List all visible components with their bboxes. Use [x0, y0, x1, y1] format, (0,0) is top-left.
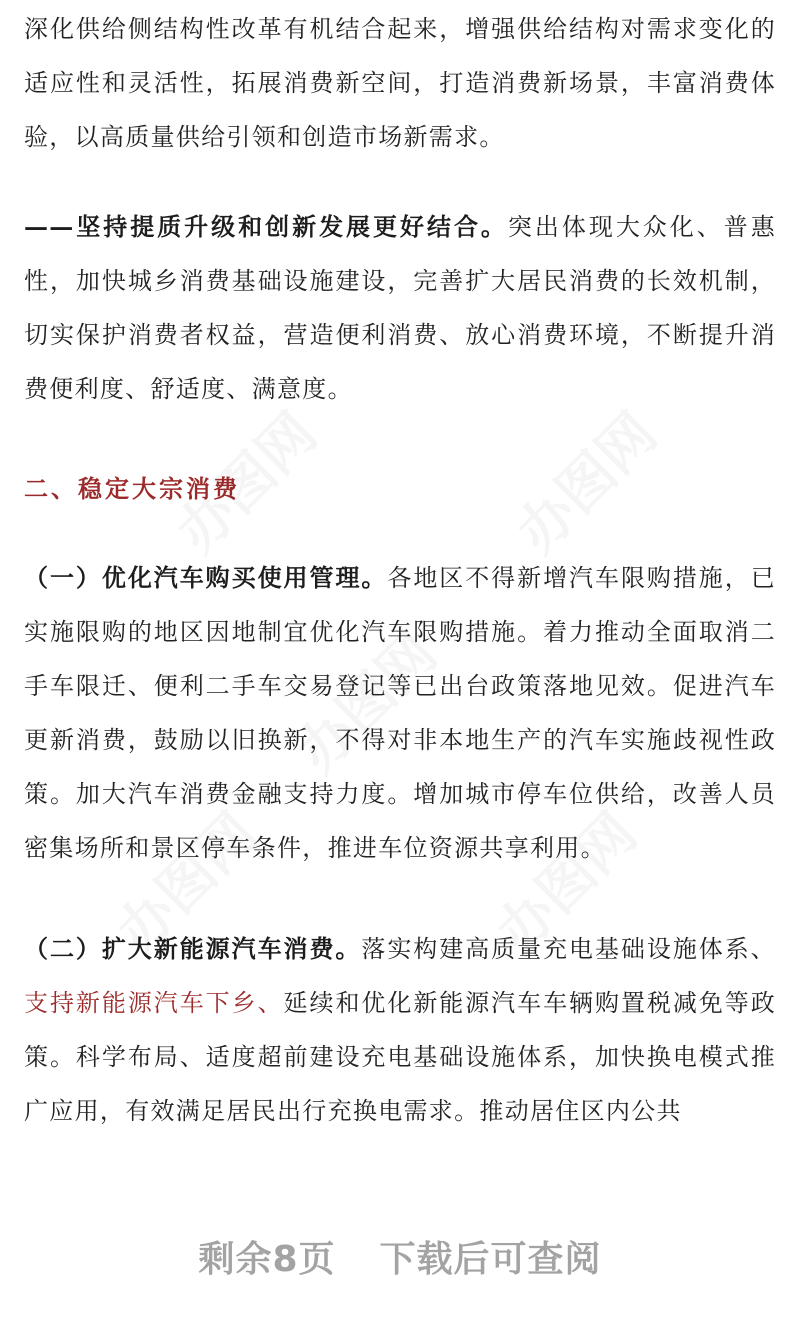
- paragraph-4-lead: （二）扩大新能源汽车消费。: [24, 934, 362, 963]
- paragraph-2-lead: ——坚持提质升级和创新发展更好结合。: [24, 212, 508, 241]
- download-to-view-label: 下载后可查阅: [379, 1238, 602, 1280]
- paragraph-4: [24, 922, 776, 1138]
- paragraph-4-text-before: 落实构建高质量充电基础设施体系、: [361, 935, 776, 963]
- section-heading: 二、稳定大宗消费: [24, 474, 240, 503]
- paragraph-2: [24, 200, 776, 416]
- paragraph-2-text: 突出体现大众化、普惠性，加快城乡消费基础设施建设，完善扩大居民消费的长效机制，切实保护消费者权益，营造便利消费、放心消费环境，不断提升消费便利度、舒适度、满意度。: [24, 213, 776, 403]
- paragraph-4-text-after: 延续和优化新能源汽车车辆购置税减免等政策。科学布局、适度超前建设充电基础设施体系，加快换电模式推广应用，有效满足居民出行充换电需求。推动居住区内公共: [24, 989, 777, 1125]
- download-prompt-button[interactable]: [0, 1226, 800, 1286]
- paragraph-4-highlight: 支持新能源汽车下乡、: [24, 989, 284, 1017]
- paragraph-3-lead: （一）优化汽车购买使用管理。: [24, 563, 388, 592]
- paragraph-3: [24, 551, 776, 875]
- remaining-pages-label: 剩余8页: [198, 1238, 336, 1280]
- paragraph-1-text: 深化供给侧结构性改革有机结合起来，增强供给结构对需求变化的适应性和灵活性，拓展消费新空间，打造消费新场景，丰富消费体验，以高质量供给引领和创造市场新需求。: [24, 15, 776, 151]
- paragraph-1: [24, 2, 776, 164]
- paragraph-3-text: 各地区不得新增汽车限购措施，已实施限购的地区因地制宜优化汽车限购措施。着力推动全面取消二手车限迁、便利二手车交易登记等已出台政策落地见效。促进汽车更新消费，鼓励以旧换新，不得对非本地生产的汽车实施歧视性政策。加大汽车消费金融支持力度。增加城市停车位供给，改善人员密集场所和景区停车条件，推进车位资源共享利用。: [24, 564, 777, 862]
